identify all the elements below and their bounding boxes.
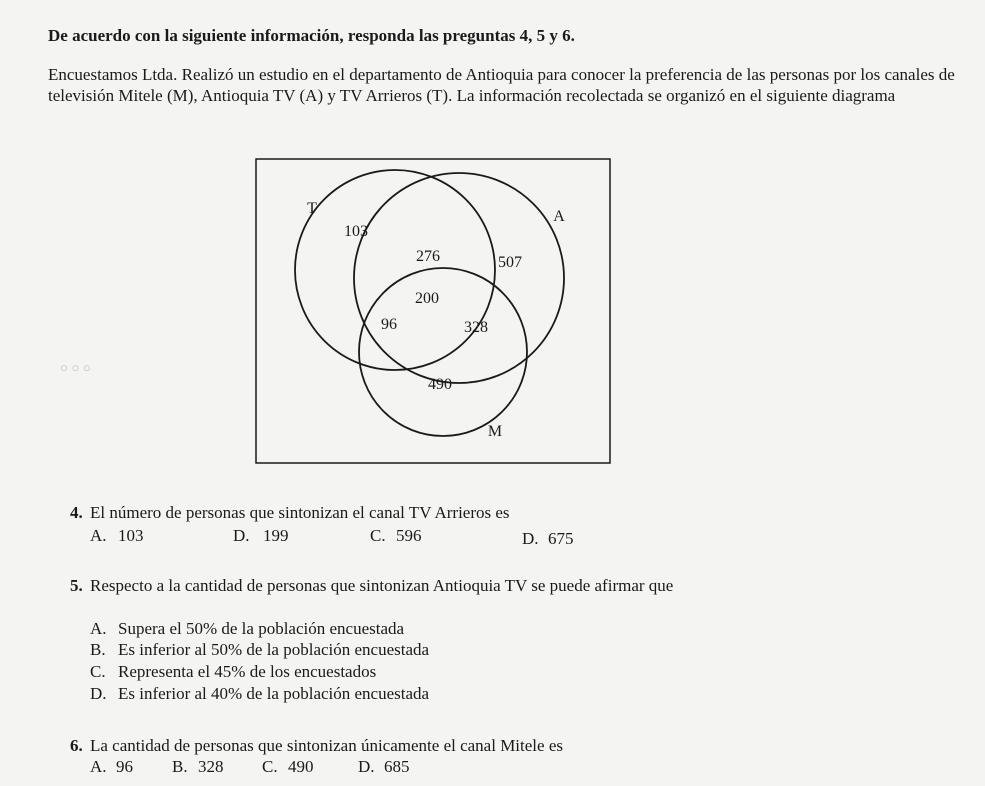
venn-region-only-A: 507 <box>498 254 522 271</box>
venn-circle-A <box>354 173 564 383</box>
bleed-through-marks: ○ ○ ○ <box>60 360 91 375</box>
venn-region-T-A: 276 <box>416 248 440 265</box>
page-header: De acuerdo con la siguiente información, responda las preguntas 4, 5 y 6. <box>48 26 575 45</box>
venn-region-only-M: 490 <box>428 376 452 393</box>
option-letter: D. <box>358 757 375 776</box>
option-text: 328 <box>198 757 224 776</box>
venn-region-only-T: 103 <box>344 223 368 240</box>
question-5-text: Respecto a la cantidad de personas que sintonizan Antioquia TV se puede afirmar que <box>90 576 674 595</box>
option-text: Es inferior al 50% de la población encuestada <box>118 640 430 659</box>
option-text: 596 <box>396 526 422 545</box>
option-letter: A. <box>90 526 107 545</box>
option-text: Supera el 50% de la población encuestada <box>118 619 405 638</box>
venn-region-T-M: 96 <box>381 316 397 333</box>
venn-label-A: A <box>553 208 565 225</box>
option-letter: B. <box>90 640 106 659</box>
option-text: Representa el 45% de los encuestados <box>118 662 377 681</box>
option-text: 103 <box>118 526 144 545</box>
question-6-text: La cantidad de personas que sintonizan únicamente el canal Mitele es <box>90 736 563 755</box>
option-letter: C. <box>370 526 386 545</box>
venn-label-M: M <box>487 423 503 440</box>
venn-diagram <box>255 158 611 464</box>
question-5-number: 5. <box>70 576 83 595</box>
venn-region-T-A-M: 200 <box>415 290 439 307</box>
option-letter: C. <box>90 662 106 681</box>
venn-label-T: T <box>307 200 317 217</box>
option-letter: C. <box>262 757 278 776</box>
option-text: Es inferior al 40% de la población encuestada <box>118 684 430 703</box>
option-letter: A. <box>90 757 107 776</box>
question-6-number: 6. <box>70 736 83 755</box>
option-letter: B. <box>172 757 188 776</box>
option-text: 685 <box>384 757 410 776</box>
option-text: 490 <box>288 757 314 776</box>
option-letter: A. <box>90 619 107 638</box>
question-4-text: El número de personas que sintonizan el canal TV Arrieros es <box>90 503 510 522</box>
intro-paragraph: Encuestamos Ltda. Realizó un estudio en el departamento de Antioquia para conocer la preferencia de las personas por los canales de televisión Mitele (M), Antioquia TV (A) y TV Arrieros (T). La información recolectada se organizó en el siguiente diagrama <box>48 65 955 105</box>
option-text: 199 <box>263 526 289 545</box>
question-4-number: 4. <box>70 503 83 522</box>
option-text: 675 <box>548 529 574 548</box>
option-text: 96 <box>116 757 133 776</box>
option-letter: D. <box>90 684 107 703</box>
venn-region-A-M: 328 <box>464 319 488 336</box>
option-letter: D. <box>522 529 539 548</box>
option-letter: D. <box>233 526 250 545</box>
